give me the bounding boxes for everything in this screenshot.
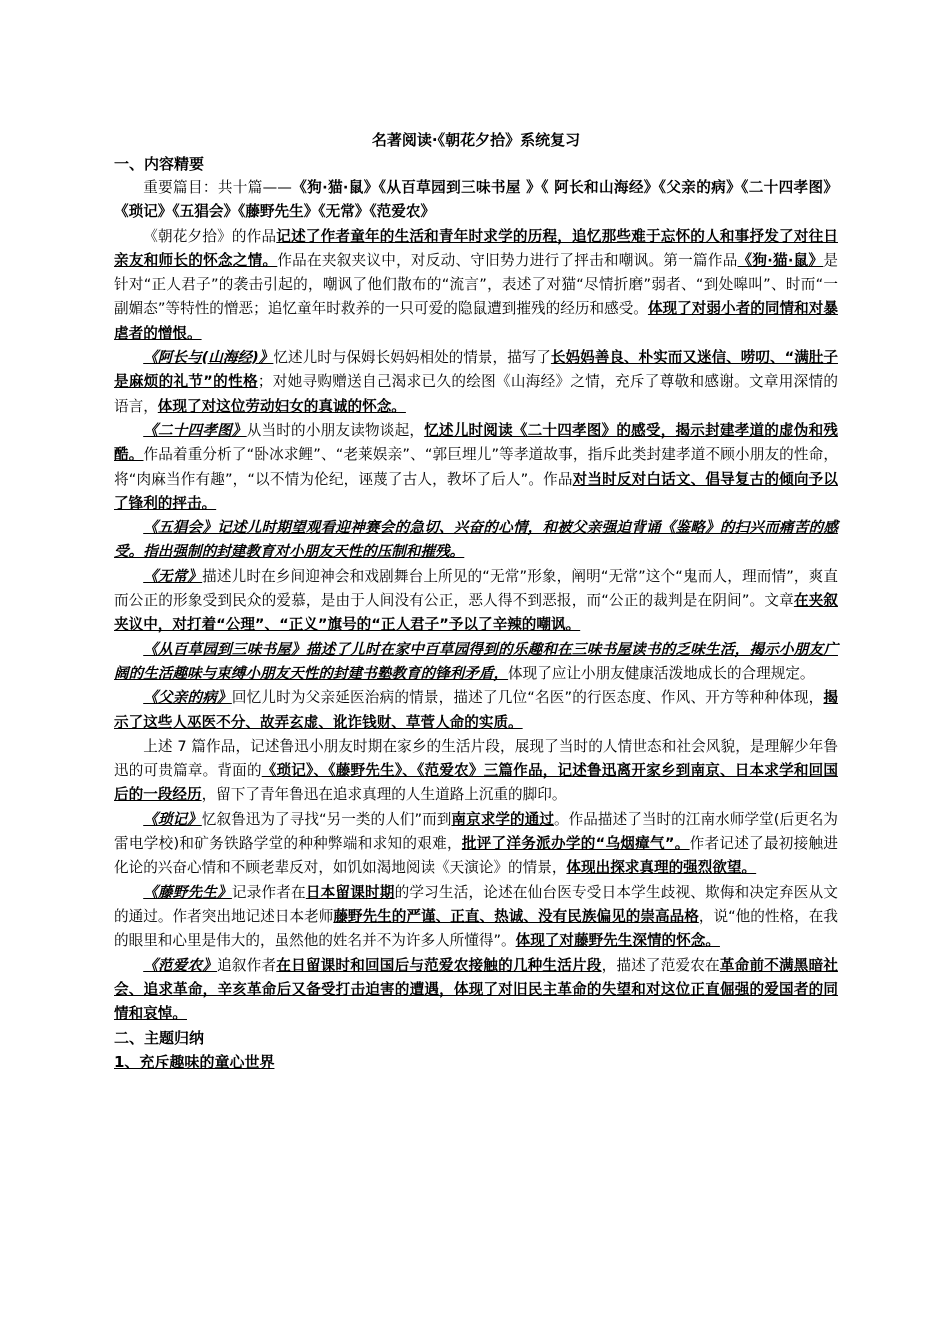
body-text: 上述 7 篇作品，记述鲁迅小朋友时期在家乡的生活片段，展现了当时的人情世态和社会风貌，是理解少年鲁迅的可贵篇章。背面的 — [114, 737, 838, 780]
body-text: 作品在夹叙夹议中，对反动、守旧势力进行了抨击和嘲讽。第一篇作品 — [277, 251, 738, 269]
body-text: 描述儿时在乡间迎神会和戏剧舞台上所见的“无常”形象，阐明“无常”这个“鬼而人，理而情”，爽直而公正的形象受到民众的爱慕，是由于人间没有公正，恶人得不到恶报，而“公正的裁判是在阴间”。文章 — [114, 567, 838, 610]
body-text: ，说“他的性格，在我的眼里和心里是伟大的，虽然他的姓名并不为许多人所懂得”。 — [114, 907, 838, 950]
emphasized-text: 《藤野先生》 — [143, 883, 232, 901]
emphasized-text: 忆述儿时阅读《二十四孝图》的感受，揭示封建孝道的虚伪和残酷。 — [114, 421, 838, 464]
emphasized-text: 《五猖会》记述儿时期望观看迎神赛会的急切、兴奋的心情，和被父亲强迫背诵《鉴略》的扫兴而痛苦的感受。指出强制的封建教育对小朋友天性的压制和摧残。 — [114, 519, 838, 561]
emphasized-text: 《琐记》、《藤野先生》、《范爱农》三篇作品，记述鲁迅离开家乡到南京、日本求学和回国后的一段经历 — [114, 762, 838, 804]
summary-paragraph — [114, 565, 838, 638]
emphasized-text: 《琐记》 — [143, 810, 202, 828]
body-text: ，留下了青年鲁迅在追求真理的人生道路上沉重的脚印。 — [201, 786, 567, 804]
emphasized-text: 《父亲的病》 — [143, 689, 232, 707]
emphasized-text: 批评了洋务派办学的“乌烟瘴气”。 — [461, 835, 690, 853]
summary-paragraph — [114, 808, 838, 881]
emphasized-text: 揭示了这些人巫医不分、故弄玄虚、讹诈钱财、草菅人命的实质。 — [114, 689, 838, 731]
emphasized-text: 《阿长与(山海经)》 — [143, 349, 274, 367]
content-summary-body — [114, 176, 838, 1026]
emphasized-text: 藤野先生的严谨、正直、热诚、没有民族偏见的崇高品格 — [333, 907, 699, 925]
emphasized-text: 在日留课时和回国后与范爱农接触的几种生活片段 — [276, 956, 602, 974]
document-page — [114, 128, 838, 1074]
emphasized-text: 《无常》 — [143, 567, 203, 585]
emphasized-text: 在夹叙夹议中，对打着“公理”、“正义”旗号的“正人君子”予以了辛辣的嘲讽。 — [114, 592, 838, 634]
summary-paragraph — [114, 225, 838, 346]
emphasized-text: 《范爱农》 — [143, 956, 218, 974]
document-title: 名著阅读·《朝花夕拾》系统复习 — [371, 131, 581, 149]
emphasized-text: 体现了对这位劳动妇女的真诚的怀念。 — [157, 397, 406, 415]
emphasized-text: 记述了作者童年的生活和青年时求学的历程，追忆那些难于忘怀的人和事抒发了对往日亲友和师长的怀念之情。 — [114, 227, 838, 269]
summary-paragraph — [114, 516, 838, 565]
body-text: ；对她寻购赠送自己渴求已久的绘图《山海经》之情，充斥了尊敬和感谢。文章用深情的语言， — [114, 373, 839, 415]
section-heading-content-summary: 一、内容精要 — [114, 155, 205, 173]
emphasized-text: 体现了对藤野先生深情的怀念。 — [515, 932, 720, 950]
emphasized-text: 《狗·猫·鼠》《从百草园到三味书屋 》《 阿长和山海经》《父亲的病》《二十四孝图》《琐记》《五猖会》《藤野先生》《无常》《范爱农》 — [114, 179, 838, 221]
section-heading-theme-summary: 二、主题归纳 — [114, 1029, 205, 1048]
body-text: 。作品描述了当时的江南水师学堂(后更名为雷电学校)和矿务铁路学堂的种种弊端和求知的艰难， — [114, 810, 838, 853]
body-text: 体现了应让小朋友健康活泼地成长的合理规定。 — [508, 664, 815, 682]
body-text: 的学习生活，论述在仙台医专受日本学生歧视、欺侮和决定弃医从文的通过。作者突出地记述日本老师 — [114, 883, 838, 925]
emphasized-text: 体现了对弱小者的同情和对暴虐者的憎恨。 — [114, 300, 838, 342]
subheading-childhood-world: 1、充斥趣味的童心世界 — [114, 1053, 275, 1072]
emphasized-text: 革命前不满黑暗社会、追求革命，辛亥革命后又备受打击迫害的遭遇，体现了对旧民主革命的失望和对这位正直倔强的爱国者的同情和哀悼。 — [114, 956, 838, 1023]
summary-paragraph — [114, 419, 838, 516]
emphasized-text: 日本留课时期 — [305, 883, 395, 901]
summary-paragraph — [114, 176, 838, 225]
emphasized-text: 南京求学的通过 — [451, 810, 554, 828]
summary-paragraph — [114, 638, 838, 687]
summary-paragraph — [114, 881, 838, 954]
summary-paragraph — [114, 686, 838, 735]
summary-paragraph — [114, 954, 838, 1027]
summary-paragraph — [114, 346, 838, 419]
emphasized-text: 体现出探求真理的强烈欲望。 — [566, 859, 757, 877]
body-text: 作品着重分析了“卧冰求鲤”、“老莱娱亲”、“郭巨埋儿”等孝道故事，指斥此类封建孝道不顾小朋友的性命，将“肉麻当作有趣”，“以不情为伦纪，诬蔑了古人，教坏了后人”。作品 — [114, 446, 838, 488]
emphasized-text: 《二十四孝图》 — [143, 421, 247, 439]
emphasized-text: 对当时反对白话文、倡导复古的倾向予以了锋利的抨击。 — [114, 470, 838, 512]
body-text: 回忆儿时为父亲延医治病的情景，描述了几位“名医”的行医态度、作风、开方等种种体现， — [231, 689, 824, 707]
emphasized-text: 《从百草园到三味书屋》描述了儿时在家中百草园得到的乐趣和在三味书屋读书的乏味生活，揭示小朋友广阔的生活趣味与束缚小朋友天性的封建书塾教育的锋利矛盾， — [114, 640, 838, 682]
body-text: 从当时的小朋友读物谈起， — [246, 421, 425, 439]
body-text: 记录作者在 — [231, 883, 306, 901]
body-text: 是针对“正人君子”的袭击引起的，嘲讽了他们散布的“流言”，表述了对猫“尽情折磨”弱者、“到处嗥叫”、时而“一副媚态”等特性的憎恶；追忆童年时救养的一只可爱的隐鼠遭到摧残的经历和感受。 — [114, 251, 838, 318]
body-text: 忆述儿时与保姆长妈妈相处的情景，描写了 — [273, 349, 551, 367]
body-text: 重要篇目：共十篇—— — [143, 179, 292, 196]
summary-paragraph — [114, 735, 838, 808]
body-text: ，描述了范爱农在 — [601, 956, 720, 974]
emphasized-text: 《狗·猫·鼠》 — [737, 251, 824, 269]
body-text: 作者记述了最初接触进化论的兴奋心情和不顾老辈反对，如饥如渴地阅读《天演论》的情景， — [114, 835, 838, 877]
emphasized-text: 长妈妈善良、朴实而又迷信、唠叨、“满肚子是麻烦的礼节”的性格 — [114, 349, 838, 391]
body-text: 《朝花夕拾》的作品 — [143, 227, 277, 245]
body-text: 忆叙鲁迅为了寻找“另一类的人们”而到 — [201, 810, 452, 828]
body-text: 追叙作者 — [217, 956, 277, 974]
